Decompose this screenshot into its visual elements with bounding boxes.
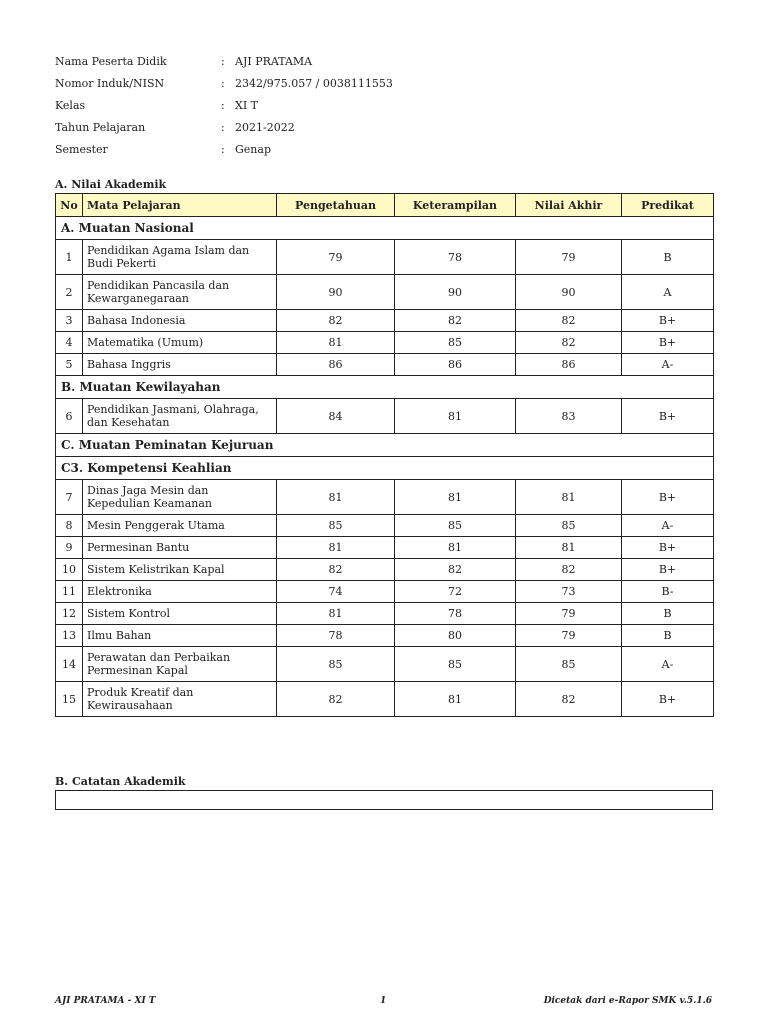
cell-skill: 82 xyxy=(395,559,516,581)
table-row xyxy=(56,682,714,717)
table-row xyxy=(56,603,714,625)
cell-skill: 81 xyxy=(395,682,516,717)
info-value: 2342/975.057 / 0038111553 xyxy=(235,77,393,90)
table-row xyxy=(56,480,714,515)
cell-subject: Pendidikan Agama Islam dan Budi Pekerti xyxy=(83,240,277,275)
cell-final: 82 xyxy=(516,310,622,332)
header-no: No xyxy=(56,194,83,217)
cell-no: 10 xyxy=(56,559,83,581)
cell-skill: 86 xyxy=(395,354,516,376)
group-row xyxy=(56,434,714,457)
table-row xyxy=(56,537,714,559)
cell-subject: Bahasa Inggris xyxy=(83,354,277,376)
cell-no: 9 xyxy=(56,537,83,559)
info-colon: : xyxy=(221,143,225,156)
info-colon: : xyxy=(221,77,225,90)
cell-knowledge: 84 xyxy=(277,399,395,434)
cell-knowledge: 86 xyxy=(277,354,395,376)
cell-predicate: A- xyxy=(622,354,714,376)
cell-final: 85 xyxy=(516,647,622,682)
cell-knowledge: 78 xyxy=(277,625,395,647)
cell-subject: Perawatan dan Perbaikan Permesinan Kapal xyxy=(83,647,277,682)
cell-no: 5 xyxy=(56,354,83,376)
cell-predicate: B xyxy=(622,603,714,625)
cell-knowledge: 90 xyxy=(277,275,395,310)
cell-subject: Pendidikan Pancasila dan Kewarganegaraan xyxy=(83,275,277,310)
table-header-row xyxy=(56,194,714,217)
cell-final: 79 xyxy=(516,625,622,647)
cell-no: 11 xyxy=(56,581,83,603)
cell-subject: Elektronika xyxy=(83,581,277,603)
header-final: Nilai Akhir xyxy=(516,194,622,217)
footer-student: AJI PRATAMA - XI T xyxy=(55,996,156,1006)
cell-subject: Mesin Penggerak Utama xyxy=(83,515,277,537)
cell-predicate: A- xyxy=(622,515,714,537)
cell-subject: Matematika (Umum) xyxy=(83,332,277,354)
group-row xyxy=(56,376,714,399)
cell-predicate: B- xyxy=(622,581,714,603)
table-row xyxy=(56,515,714,537)
header-knowledge: Pengetahuan xyxy=(277,194,395,217)
cell-knowledge: 81 xyxy=(277,480,395,515)
info-row xyxy=(55,100,393,122)
cell-predicate: B+ xyxy=(622,480,714,515)
section-academic-grades-title: A. Nilai Akademik xyxy=(55,178,167,191)
cell-knowledge: 85 xyxy=(277,647,395,682)
cell-no: 4 xyxy=(56,332,83,354)
cell-knowledge: 85 xyxy=(277,515,395,537)
cell-skill: 81 xyxy=(395,399,516,434)
cell-no: 14 xyxy=(56,647,83,682)
cell-predicate: B+ xyxy=(622,537,714,559)
info-value: AJI PRATAMA xyxy=(235,55,313,68)
cell-predicate: A- xyxy=(622,647,714,682)
table-row xyxy=(56,647,714,682)
cell-final: 81 xyxy=(516,480,622,515)
table-row xyxy=(56,332,714,354)
cell-no: 2 xyxy=(56,275,83,310)
cell-knowledge: 82 xyxy=(277,559,395,581)
cell-skill: 85 xyxy=(395,332,516,354)
cell-skill: 82 xyxy=(395,310,516,332)
cell-knowledge: 81 xyxy=(277,537,395,559)
group-row xyxy=(56,457,714,480)
group-title: B. Muatan Kewilayahan xyxy=(56,376,714,399)
cell-knowledge: 74 xyxy=(277,581,395,603)
academic-notes-box xyxy=(55,790,713,810)
footer-printed-by: Dicetak dari e-Rapor SMK v.5.1.6 xyxy=(543,996,712,1006)
footer-page-number: 1 xyxy=(380,996,387,1006)
cell-final: 86 xyxy=(516,354,622,376)
cell-skill: 78 xyxy=(395,240,516,275)
table-row xyxy=(56,581,714,603)
group-title: C. Muatan Peminatan Kejuruan xyxy=(56,434,714,457)
cell-final: 82 xyxy=(516,682,622,717)
cell-no: 3 xyxy=(56,310,83,332)
table-row xyxy=(56,240,714,275)
cell-skill: 85 xyxy=(395,515,516,537)
cell-subject: Sistem Kelistrikan Kapal xyxy=(83,559,277,581)
info-value: Genap xyxy=(235,143,271,156)
student-info xyxy=(55,56,393,166)
cell-subject: Permesinan Bantu xyxy=(83,537,277,559)
cell-subject: Produk Kreatif dan Kewirausahaan xyxy=(83,682,277,717)
cell-skill: 72 xyxy=(395,581,516,603)
cell-final: 82 xyxy=(516,559,622,581)
cell-skill: 90 xyxy=(395,275,516,310)
cell-subject: Ilmu Bahan xyxy=(83,625,277,647)
cell-no: 8 xyxy=(56,515,83,537)
cell-no: 13 xyxy=(56,625,83,647)
table-row xyxy=(56,559,714,581)
cell-subject: Bahasa Indonesia xyxy=(83,310,277,332)
cell-skill: 81 xyxy=(395,537,516,559)
cell-knowledge: 79 xyxy=(277,240,395,275)
header-skill: Keterampilan xyxy=(395,194,516,217)
cell-knowledge: 82 xyxy=(277,310,395,332)
info-row xyxy=(55,144,393,166)
cell-no: 15 xyxy=(56,682,83,717)
cell-no: 1 xyxy=(56,240,83,275)
cell-knowledge: 81 xyxy=(277,332,395,354)
cell-final: 81 xyxy=(516,537,622,559)
cell-knowledge: 82 xyxy=(277,682,395,717)
table-row xyxy=(56,625,714,647)
cell-knowledge: 81 xyxy=(277,603,395,625)
cell-final: 79 xyxy=(516,240,622,275)
header-predicate: Predikat xyxy=(622,194,714,217)
cell-subject: Pendidikan Jasmani, Olahraga, dan Kesehatan xyxy=(83,399,277,434)
table-row xyxy=(56,275,714,310)
info-row xyxy=(55,122,393,144)
cell-predicate: B+ xyxy=(622,399,714,434)
cell-final: 85 xyxy=(516,515,622,537)
table-row xyxy=(56,399,714,434)
header-subject: Mata Pelajaran xyxy=(83,194,277,217)
table-row xyxy=(56,354,714,376)
cell-predicate: B+ xyxy=(622,559,714,581)
cell-no: 12 xyxy=(56,603,83,625)
cell-predicate: B+ xyxy=(622,682,714,717)
cell-skill: 78 xyxy=(395,603,516,625)
cell-skill: 80 xyxy=(395,625,516,647)
info-label: Nomor Induk/NISN xyxy=(55,77,165,90)
info-value: 2021-2022 xyxy=(235,121,295,134)
cell-final: 82 xyxy=(516,332,622,354)
cell-final: 90 xyxy=(516,275,622,310)
info-colon: : xyxy=(221,55,225,68)
info-value: XI T xyxy=(235,99,259,112)
cell-final: 73 xyxy=(516,581,622,603)
cell-no: 7 xyxy=(56,480,83,515)
group-title: A. Muatan Nasional xyxy=(56,217,714,240)
cell-predicate: B xyxy=(622,240,714,275)
cell-predicate: B+ xyxy=(622,332,714,354)
cell-subject: Sistem Kontrol xyxy=(83,603,277,625)
grades-table xyxy=(55,193,714,717)
cell-predicate: B xyxy=(622,625,714,647)
info-label: Semester xyxy=(55,143,108,156)
info-colon: : xyxy=(221,121,225,134)
cell-predicate: A xyxy=(622,275,714,310)
info-row xyxy=(55,56,393,78)
cell-no: 6 xyxy=(56,399,83,434)
info-colon: : xyxy=(221,99,225,112)
cell-skill: 81 xyxy=(395,480,516,515)
cell-skill: 85 xyxy=(395,647,516,682)
table-row xyxy=(56,310,714,332)
cell-subject: Dinas Jaga Mesin dan Kepedulian Keamanan xyxy=(83,480,277,515)
group-row xyxy=(56,217,714,240)
info-row xyxy=(55,78,393,100)
info-label: Tahun Pelajaran xyxy=(55,121,146,134)
cell-final: 83 xyxy=(516,399,622,434)
cell-predicate: B+ xyxy=(622,310,714,332)
info-label: Kelas xyxy=(55,99,86,112)
cell-final: 79 xyxy=(516,603,622,625)
section-academic-notes-title: B. Catatan Akademik xyxy=(55,775,186,788)
info-label: Nama Peserta Didik xyxy=(55,55,167,68)
group-title: C3. Kompetensi Keahlian xyxy=(56,457,714,480)
